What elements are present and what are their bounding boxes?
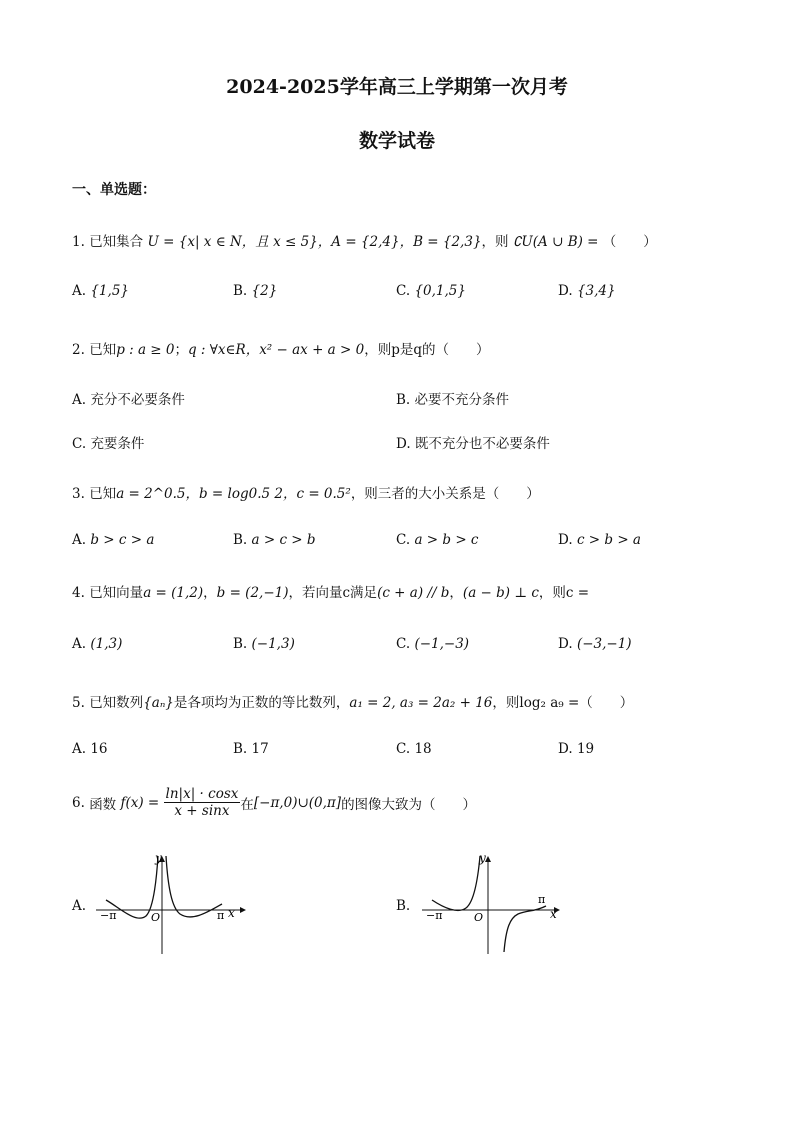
section-heading: 一、单选题： bbox=[72, 182, 156, 198]
question-stem: 的图像大致为（ ） bbox=[341, 796, 477, 813]
question-stem: 已知数列 bbox=[89, 695, 144, 711]
origin-label: O bbox=[474, 911, 484, 924]
question-1 bbox=[72, 230, 657, 250]
complement-expression: ∁U(A ∪ B) = bbox=[512, 234, 599, 250]
question-number: 3. bbox=[72, 486, 85, 502]
question-stem: 已知集合 bbox=[89, 234, 144, 250]
option-b[interactable]: B. 17 bbox=[233, 741, 269, 757]
question-number: 1. bbox=[72, 234, 85, 250]
function-domain: [−π,0)∪(0,π] bbox=[253, 794, 342, 811]
x-axis-label: x bbox=[550, 907, 557, 921]
option-a[interactable]: A. 16 bbox=[72, 741, 108, 757]
option-a[interactable]: A. 充分不必要条件 bbox=[72, 392, 185, 408]
y-axis-arrow-icon bbox=[485, 856, 491, 862]
y-axis-label: y bbox=[479, 851, 486, 865]
question-stem: 已知向量 bbox=[89, 585, 144, 601]
exam-subtitle: 数学试卷 bbox=[358, 130, 435, 152]
answer-paren: （ ） bbox=[602, 234, 657, 250]
question-stem: 已知 bbox=[89, 342, 117, 358]
graph-option-a[interactable] bbox=[92, 848, 252, 960]
perpendicular-condition: (a − b) ⊥ c bbox=[462, 585, 539, 601]
question-stem: 是各项均为正数的等比数列， bbox=[173, 695, 350, 711]
tick-label-pi: π bbox=[217, 909, 225, 922]
question-stem: ，则三者的大小关系是（ ） bbox=[350, 486, 540, 502]
function-fraction bbox=[164, 786, 241, 819]
question-5 bbox=[72, 691, 633, 711]
curve-right-branch bbox=[504, 906, 546, 952]
option-d[interactable]: D. (−3,−1) bbox=[558, 636, 632, 652]
option-b[interactable]: B. {2} bbox=[233, 283, 278, 299]
question-2: 2. 已知p : a ≥ 0；q : ∀x∈R，x² − ax + a > 0，则p是q的（ ） bbox=[72, 342, 490, 358]
question-number: 6. bbox=[72, 794, 85, 811]
question-4: 4. 已知向量a = (1,2)，b = (2,−1)，若向量c满足(c + a) // b，(a − b) ⊥ c，则c = bbox=[72, 585, 590, 601]
question-stem: 已知 bbox=[89, 486, 117, 502]
origin-label: O bbox=[151, 911, 161, 924]
function-name: f(x) = bbox=[120, 794, 160, 811]
value-definitions: a = 2^0.5，b = log0.5 2，c = 0.5² bbox=[116, 486, 351, 502]
option-d[interactable]: D. 既不充分也不必要条件 bbox=[396, 436, 550, 452]
vector-b: b = (2,−1) bbox=[216, 585, 289, 601]
sequence: {aₙ} bbox=[143, 695, 174, 711]
option-c[interactable]: C. 18 bbox=[396, 741, 432, 757]
condition-p: p : a ≥ 0 bbox=[116, 342, 175, 358]
tick-label-neg-pi: −π bbox=[100, 909, 117, 922]
question-number: 5. bbox=[72, 695, 85, 711]
exam-title: 2024-2025学年高三上学期第一次月考 bbox=[226, 76, 568, 98]
condition-q: q : ∀x∈R，x² − ax + a > 0 bbox=[188, 342, 365, 358]
sequence-conditions: a₁ = 2, a₃ = 2a₂ + 16 bbox=[349, 695, 493, 711]
option-b[interactable]: B. a > c > b bbox=[233, 532, 316, 548]
set-definition: U = {x| x ∈ N，且 x ≤ 5}，A = {2,4}，B = {2,3} bbox=[147, 234, 482, 250]
x-axis-label: x bbox=[228, 906, 235, 920]
option-d[interactable]: D. 19 bbox=[558, 741, 595, 757]
question-stem: ，则p是q的（ ） bbox=[364, 342, 490, 358]
option-a[interactable]: A. (1,3) bbox=[72, 636, 123, 652]
option-b[interactable]: B. bbox=[396, 898, 411, 914]
question-stem: 在 bbox=[240, 796, 254, 813]
question-number: 4. bbox=[72, 585, 85, 601]
question-stem: 函数 bbox=[89, 796, 117, 813]
option-c[interactable]: C. (−1,−3) bbox=[396, 636, 470, 652]
option-b[interactable]: B. 必要不充分条件 bbox=[396, 392, 510, 408]
x-axis-arrow-icon bbox=[240, 907, 246, 913]
question-stem: ，若向量c满足 bbox=[288, 585, 378, 601]
fraction-denominator: x + sinx bbox=[174, 803, 230, 819]
y-axis-label: y bbox=[155, 851, 162, 865]
question-3 bbox=[72, 482, 540, 502]
option-c[interactable]: C. {0,1,5} bbox=[396, 283, 466, 299]
option-b[interactable]: B. (−1,3) bbox=[233, 636, 295, 652]
tick-label-neg-pi: −π bbox=[426, 909, 443, 922]
option-a[interactable]: A. {1,5} bbox=[72, 283, 129, 299]
question-6 bbox=[72, 786, 476, 819]
graph-option-b[interactable] bbox=[418, 848, 578, 960]
curve-right-branch bbox=[166, 856, 222, 917]
tick-label-pi: π bbox=[538, 893, 546, 906]
option-a[interactable]: A. bbox=[72, 898, 87, 914]
question-stem: ，则log₂ a₉ =（ ） bbox=[492, 695, 634, 711]
question-stem: ，则 bbox=[481, 234, 509, 250]
fraction-numerator: ln|x| · cosx bbox=[165, 786, 239, 802]
option-a[interactable]: A. b > c > a bbox=[72, 532, 155, 548]
option-c[interactable]: C. a > b > c bbox=[396, 532, 479, 548]
question-stem: ，则c = bbox=[538, 585, 590, 601]
option-d[interactable]: D. {3,4} bbox=[558, 283, 616, 299]
curve-left-branch bbox=[432, 856, 480, 910]
vector-a: a = (1,2) bbox=[143, 585, 204, 601]
option-c[interactable]: C. 充要条件 bbox=[72, 436, 145, 452]
question-number: 2. bbox=[72, 342, 85, 358]
option-d[interactable]: D. c > b > a bbox=[558, 532, 641, 548]
parallel-condition: (c + a) // b bbox=[377, 585, 450, 601]
